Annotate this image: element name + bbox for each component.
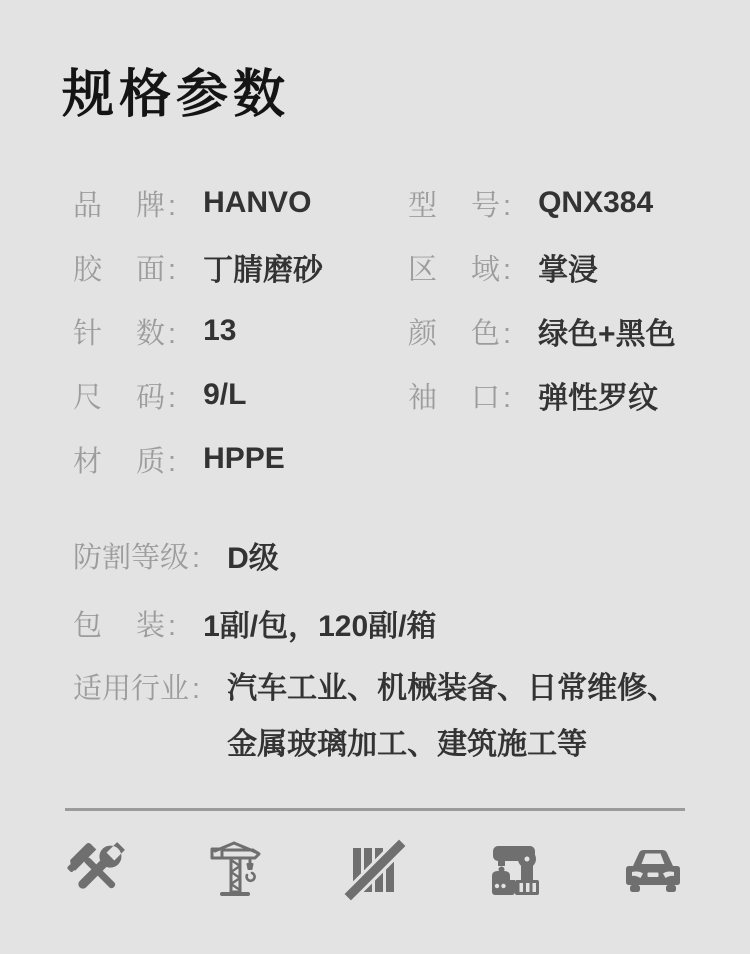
- spec-value: 9/L: [203, 378, 247, 411]
- spec-row-coating-area: [73, 235, 685, 299]
- machine-icon: [482, 838, 546, 902]
- spec-cell-size: [73, 375, 408, 416]
- spec-label: 适用行业 :: [73, 673, 201, 705]
- spec-row-industries: [73, 661, 685, 773]
- spec-cell-brand: [73, 183, 408, 224]
- spec-row-packaging: [73, 591, 685, 655]
- spec-label: 品牌 :: [73, 189, 177, 222]
- spec-value: D级: [227, 542, 279, 575]
- spec-row-cut-level: [73, 523, 685, 587]
- spec-cell-cuff: [408, 373, 685, 417]
- spec-value: HPPE: [203, 442, 285, 475]
- spec-label: 针数 :: [73, 317, 177, 350]
- spec-value: HANVO: [203, 186, 312, 219]
- divider: [65, 808, 685, 811]
- spec-label: 胶面 :: [73, 253, 177, 286]
- spec-row-brand-model: [73, 171, 685, 235]
- industry-icons-row: [65, 838, 685, 902]
- car-icon: [621, 838, 685, 902]
- spec-value: 丁腈磨砂: [203, 254, 324, 287]
- spec-value: 汽车工业、机械装备、日常维修、金属玻璃加工、建筑施工等: [227, 672, 678, 761]
- spec-label: 袖口 :: [408, 381, 512, 414]
- spec-cell-model: [408, 183, 685, 224]
- crane-icon: [204, 838, 268, 902]
- spec-table-lower: [73, 523, 685, 773]
- spec-row-gauge-color: [73, 299, 685, 363]
- spec-row-material: [73, 427, 685, 491]
- spec-label: 尺码 :: [73, 381, 177, 414]
- spec-cell-area: [408, 245, 685, 289]
- tools-icon: [65, 838, 129, 902]
- spec-label: 材质 :: [73, 445, 177, 478]
- spec-value: QNX384: [538, 186, 654, 219]
- spec-value: 掌浸: [538, 254, 599, 287]
- spec-label: 颜色 :: [408, 317, 512, 350]
- spec-row-size-cuff: [73, 363, 685, 427]
- spec-value: 1副/包，120副/箱: [203, 610, 437, 643]
- page-title: 规格参数: [62, 66, 291, 124]
- spec-cell-gauge: [73, 311, 408, 352]
- spec-label: 包装 :: [73, 609, 177, 642]
- spec-value: 13: [203, 314, 237, 347]
- spec-cell-color: [408, 309, 685, 353]
- spec-label: 防割等级 :: [73, 541, 201, 574]
- spec-value: 弹性罗纹: [538, 382, 659, 415]
- spec-cell-material: [73, 439, 408, 480]
- spec-table: [73, 171, 685, 773]
- spec-cell-coating: [73, 245, 408, 289]
- spec-label: 型号 :: [408, 189, 512, 222]
- metal-glass-icon: [343, 838, 407, 902]
- spec-value: 绿色+黑色: [538, 318, 676, 351]
- spec-label: 区域 :: [408, 253, 512, 286]
